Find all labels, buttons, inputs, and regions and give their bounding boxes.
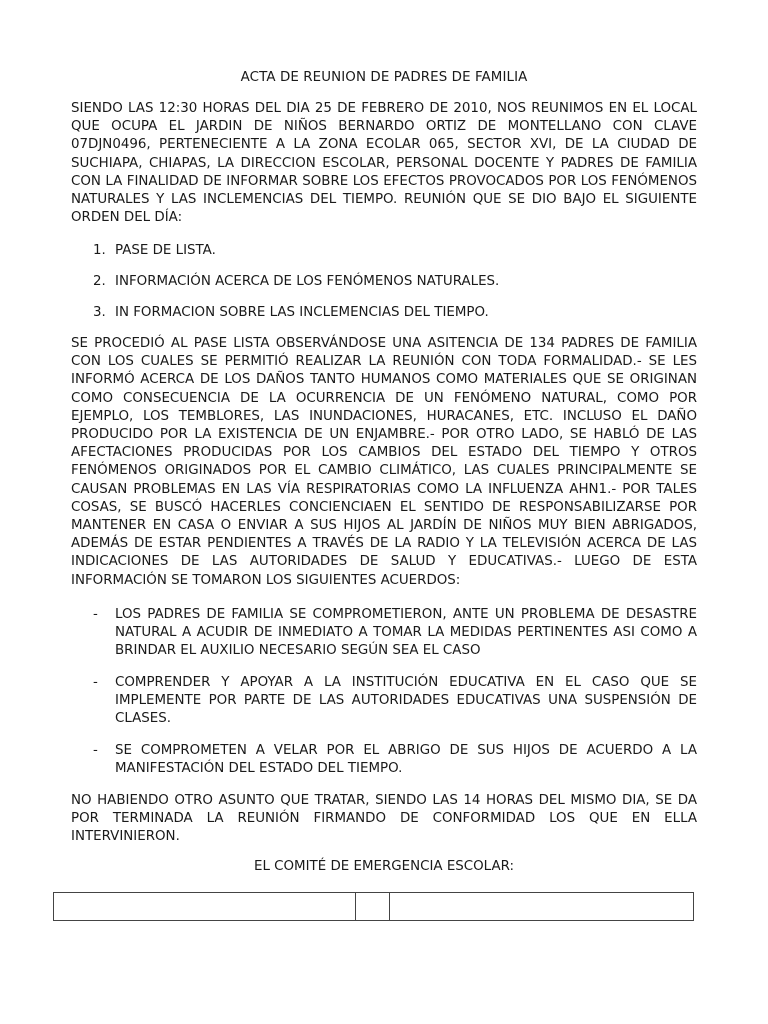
signature-cell	[356, 893, 390, 921]
agenda-number: 2.	[93, 274, 106, 289]
agreement-text: LOS PADRES DE FAMILIA SE COMPROMETIERON, ANTE UN PROBLEMA DE DESASTRE NATURAL A ACUDIR DE INMEDIATO A TOMAR LA MEDIDAS PERTINENTES ASI COMO A BRINDAR EL AUXILIO NECESARIO SEGÚN SEA EL CASO	[115, 607, 697, 659]
agreement-item-2	[93, 674, 697, 729]
dash-bullet: -	[93, 607, 98, 622]
agenda-item-3	[93, 304, 697, 322]
document-title: ACTA DE REUNION DE PADRES DE FAMILIA	[240, 70, 528, 85]
agenda-text: PASE DE LISTA.	[115, 243, 216, 258]
agreement-text: COMPRENDER Y APOYAR A LA INSTITUCIÓN EDUCATIVA EN EL CASO QUE SE IMPLEMENTE POR PARTE DE LAS AUTORIDADES EDUCATIVAS UNA SUSPENSIÓN DE CLASES.	[115, 675, 697, 727]
signature-cell	[54, 893, 356, 921]
committee-heading: EL COMITÉ DE EMERGENCIA ESCOLAR:	[253, 859, 515, 874]
agenda-text: INFORMACIÓN ACERCA DE LOS FENÓMENOS NATURALES.	[115, 274, 500, 289]
agenda-number: 3.	[93, 305, 106, 320]
dash-bullet: -	[93, 743, 98, 758]
signature-row	[54, 893, 694, 921]
agreement-item-1	[93, 606, 697, 661]
agenda-item-2	[93, 273, 697, 291]
agenda-number: 1.	[93, 243, 106, 258]
agenda-item-1	[93, 242, 697, 260]
signature-table	[53, 892, 694, 921]
intro-paragraph: SIENDO LAS 12:30 HORAS DEL DIA 25 DE FEBRERO DE 2010, NOS REUNIMOS EN EL LOCAL QUE OCUPA EL JARDIN DE NIÑOS BERNARDO ORTIZ DE MONTELLANO CON CLAVE 07DJN0496, PERTENECIENTE A LA ZONA ECOLAR 065, SECTOR XVI, DE LA CIUDAD DE SUCHIAPA, CHIAPAS, LA DIRECCION ESCOLAR, PERSONAL DOCENTE Y PADRES DE FAMILIA CON LA FINALIDAD DE INFORMAR SOBRE LOS EFECTOS PROVOCADOS POR LOS FENÓMENOS NATURALES Y LAS INCLEMENCIAS DEL TIEMPO. REUNIÓN QUE SE DIO BAJO EL SIGUIENTE ORDEN DEL DÍA:	[71, 101, 697, 226]
agreement-item-3	[93, 742, 697, 778]
closing-paragraph: NO HABIENDO OTRO ASUNTO QUE TRATAR, SIENDO LAS 14 HORAS DEL MISMO DIA, SE DA POR TERMINADA LA REUNIÓN FIRMANDO DE CONFORMIDAD LOS QUE EN ELLA INTERVINIERON.	[71, 793, 697, 845]
signature-cell	[390, 893, 694, 921]
body-paragraph: SE PROCEDIÓ AL PASE LISTA OBSERVÁNDOSE UNA ASITENCIA DE 134 PADRES DE FAMILIA CON LOS CUALES SE PERMITIÓ REALIZAR LA REUNIÓN CON TODA FORMALIDAD.- SE LES INFORMÓ ACERCA DE LOS DAÑOS TANTO HUMANOS COMO MATERIALES QUE SE ORIGINAN COMO CONSECUENCIA DE LA OCURRENCIA DE UN FENÓMENO NATURAL, COMO POR EJEMPLO, LOS TEMBLORES, LAS INUNDACIONES, HURACANES, ETC. INCLUSO EL DAÑO PRODUCIDO POR LA EXISTENCIA DE UN ENJAMBRE.- POR OTRO LADO, SE HABLÓ DE LAS AFECTACIONES PRODUCIDAS POR LOS CAMBIOS DEL ESTADO DEL TIEMPO Y OTROS FENÓMENOS ORIGINADOS POR EL CAMBIO CLIMÁTICO, LAS CUALES PRINCIPALMENTE SE CAUSAN PROBLEMAS EN LAS VÍA RESPIRATORIAS COMO LA INFLUENZA AHN1.- POR TALES COSAS, SE BUSCÓ HACERLES CONCIENCIAEN EL SENTIDO DE RESPONSABILIZARSE POR MANTENER EN CASA O ENVIAR A SUS HIJOS AL JARDÍN DE NIÑOS MUY BIEN ABRIGADOS, ADEMÁS DE ESTAR PENDIENTES A TRAVÉS DE LA RADIO Y LA TELEVISIÓN ACERCA DE LAS INDICACIONES DE LAS AUTORIDADES DE SALUD Y EDUCATIVAS.- LUEGO DE ESTA INFORMACIÓN SE TOMARON LOS SIGUIENTES ACUERDOS:	[71, 336, 697, 588]
dash-bullet: -	[93, 675, 98, 690]
agreement-text: SE COMPROMETEN A VELAR POR EL ABRIGO DE SUS HIJOS DE ACUERDO A LA MANIFESTACIÓN DEL ESTADO DEL TIEMPO.	[115, 743, 697, 777]
agenda-text: IN FORMACION SOBRE LAS INCLEMENCIAS DEL TIEMPO.	[115, 305, 489, 320]
